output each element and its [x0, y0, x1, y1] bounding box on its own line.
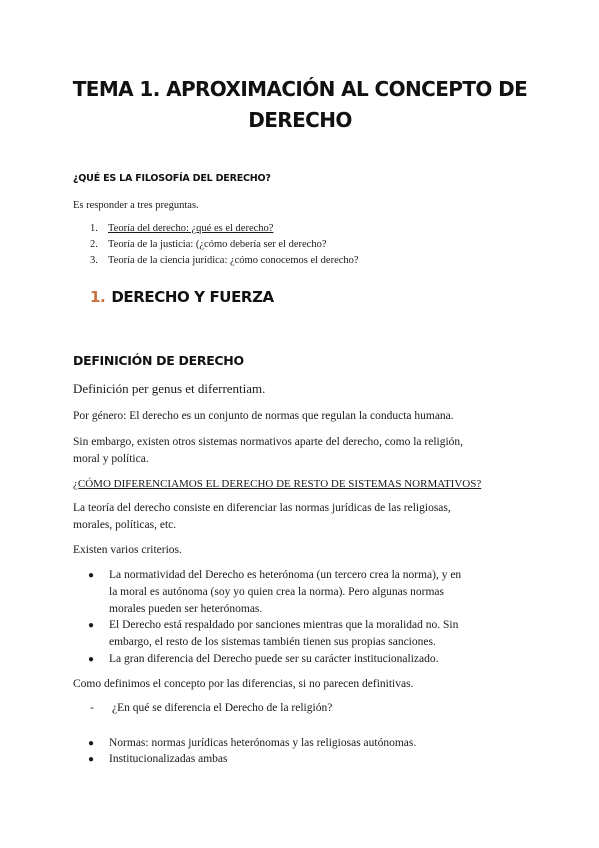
bullet-item-4 — [88, 735, 528, 752]
dash-item — [90, 700, 332, 717]
item-text: Teoría del derecho: ¿qué es el derecho? — [108, 223, 274, 234]
bullet-line: embargo, el resto de los sistemas también tienen sus propias sanciones. — [109, 636, 436, 648]
item-number: 2. — [90, 239, 98, 250]
section-heading-definicion: DEFINICIÓN DE DERECHO — [73, 353, 244, 368]
paragraph-sin-embargo — [73, 434, 533, 468]
paragraph-genero: Por género: El derecho es un conjunto de normas que regulan la conducta humana. — [73, 410, 454, 422]
paragraph-conclusion: Como definimos el concepto por las diferencias, si no parecen definitivas. — [73, 678, 414, 690]
bullet-line: La gran diferencia del Derecho puede ser su carácter institucionalizado. — [109, 653, 439, 665]
paragraph-definicion: Definición per genus et diferrentiam. — [73, 381, 266, 396]
bullet-icon: ● — [88, 654, 95, 665]
paragraph-criterios: Existen varios criterios. — [73, 544, 182, 556]
paragraph-teoria — [73, 500, 533, 534]
bullet-item-1 — [88, 567, 528, 618]
bullet-item-5 — [88, 751, 528, 768]
bullet-line: Normas: normas jurídicas heterónomas y las religiosas autónomas. — [109, 737, 417, 749]
paragraph-line: morales, políticas, etc. — [73, 519, 177, 531]
section-heading-filosofia: ¿QUÉ ES LA FILOSOFÍA DEL DERECHO? — [73, 173, 271, 184]
numbered-item-2 — [90, 237, 327, 253]
numbered-item-3 — [90, 253, 359, 269]
bullet-icon: ● — [88, 570, 95, 581]
bullet-icon: ● — [88, 754, 95, 765]
dash-text: ¿En qué se diferencia el Derecho de la religión? — [112, 702, 333, 714]
paragraph-line: La teoría del derecho consiste en diferenciar las normas jurídicas de las religiosas, — [73, 502, 451, 514]
paragraph-line: Sin embargo, existen otros sistemas normativos aparte del derecho, como la religión, — [73, 436, 464, 448]
item-text: Teoría de la ciencia jurídica: ¿cómo conocemos el derecho? — [108, 255, 359, 266]
item-number: 3. — [90, 255, 98, 266]
section-number: 1. — [90, 288, 106, 306]
item-text: Teoría de la justicia: (¿cómo debería ser el derecho? — [108, 239, 327, 250]
bullet-line: Institucionalizadas ambas — [109, 753, 228, 765]
numbered-item-1 — [90, 221, 273, 237]
question-heading: ¿CÓMO DIFERENCIAMOS EL DERECHO DE RESTO DE SISTEMAS NORMATIVOS? — [73, 478, 482, 490]
section-title: DERECHO Y FUERZA — [111, 288, 274, 306]
dash-marker: - — [90, 702, 94, 714]
bullet-line: morales pueden ser heterónomas. — [109, 603, 263, 615]
bullet-line: la moral es autónoma (soy yo quien crea la norma). Pero algunas normas — [109, 586, 444, 598]
section-heading-derecho-fuerza — [90, 288, 274, 306]
bullet-icon: ● — [88, 738, 95, 749]
intro-text: Es responder a tres preguntas. — [73, 200, 199, 211]
item-number: 1. — [90, 223, 98, 234]
bullet-line: El Derecho está respaldado por sanciones mientras que la moralidad no. Sin — [109, 619, 459, 631]
bullet-item-2 — [88, 617, 528, 651]
bullet-icon: ● — [88, 620, 95, 631]
document-title — [60, 74, 540, 136]
bullet-item-3 — [88, 651, 528, 668]
title-line-2: DERECHO — [248, 108, 352, 132]
paragraph-line: moral y política. — [73, 453, 149, 465]
title-line-1: TEMA 1. APROXIMACIÓN AL CONCEPTO DE — [72, 77, 528, 101]
bullet-line: La normatividad del Derecho es heterónoma (un tercero crea la norma), y en — [109, 569, 462, 581]
